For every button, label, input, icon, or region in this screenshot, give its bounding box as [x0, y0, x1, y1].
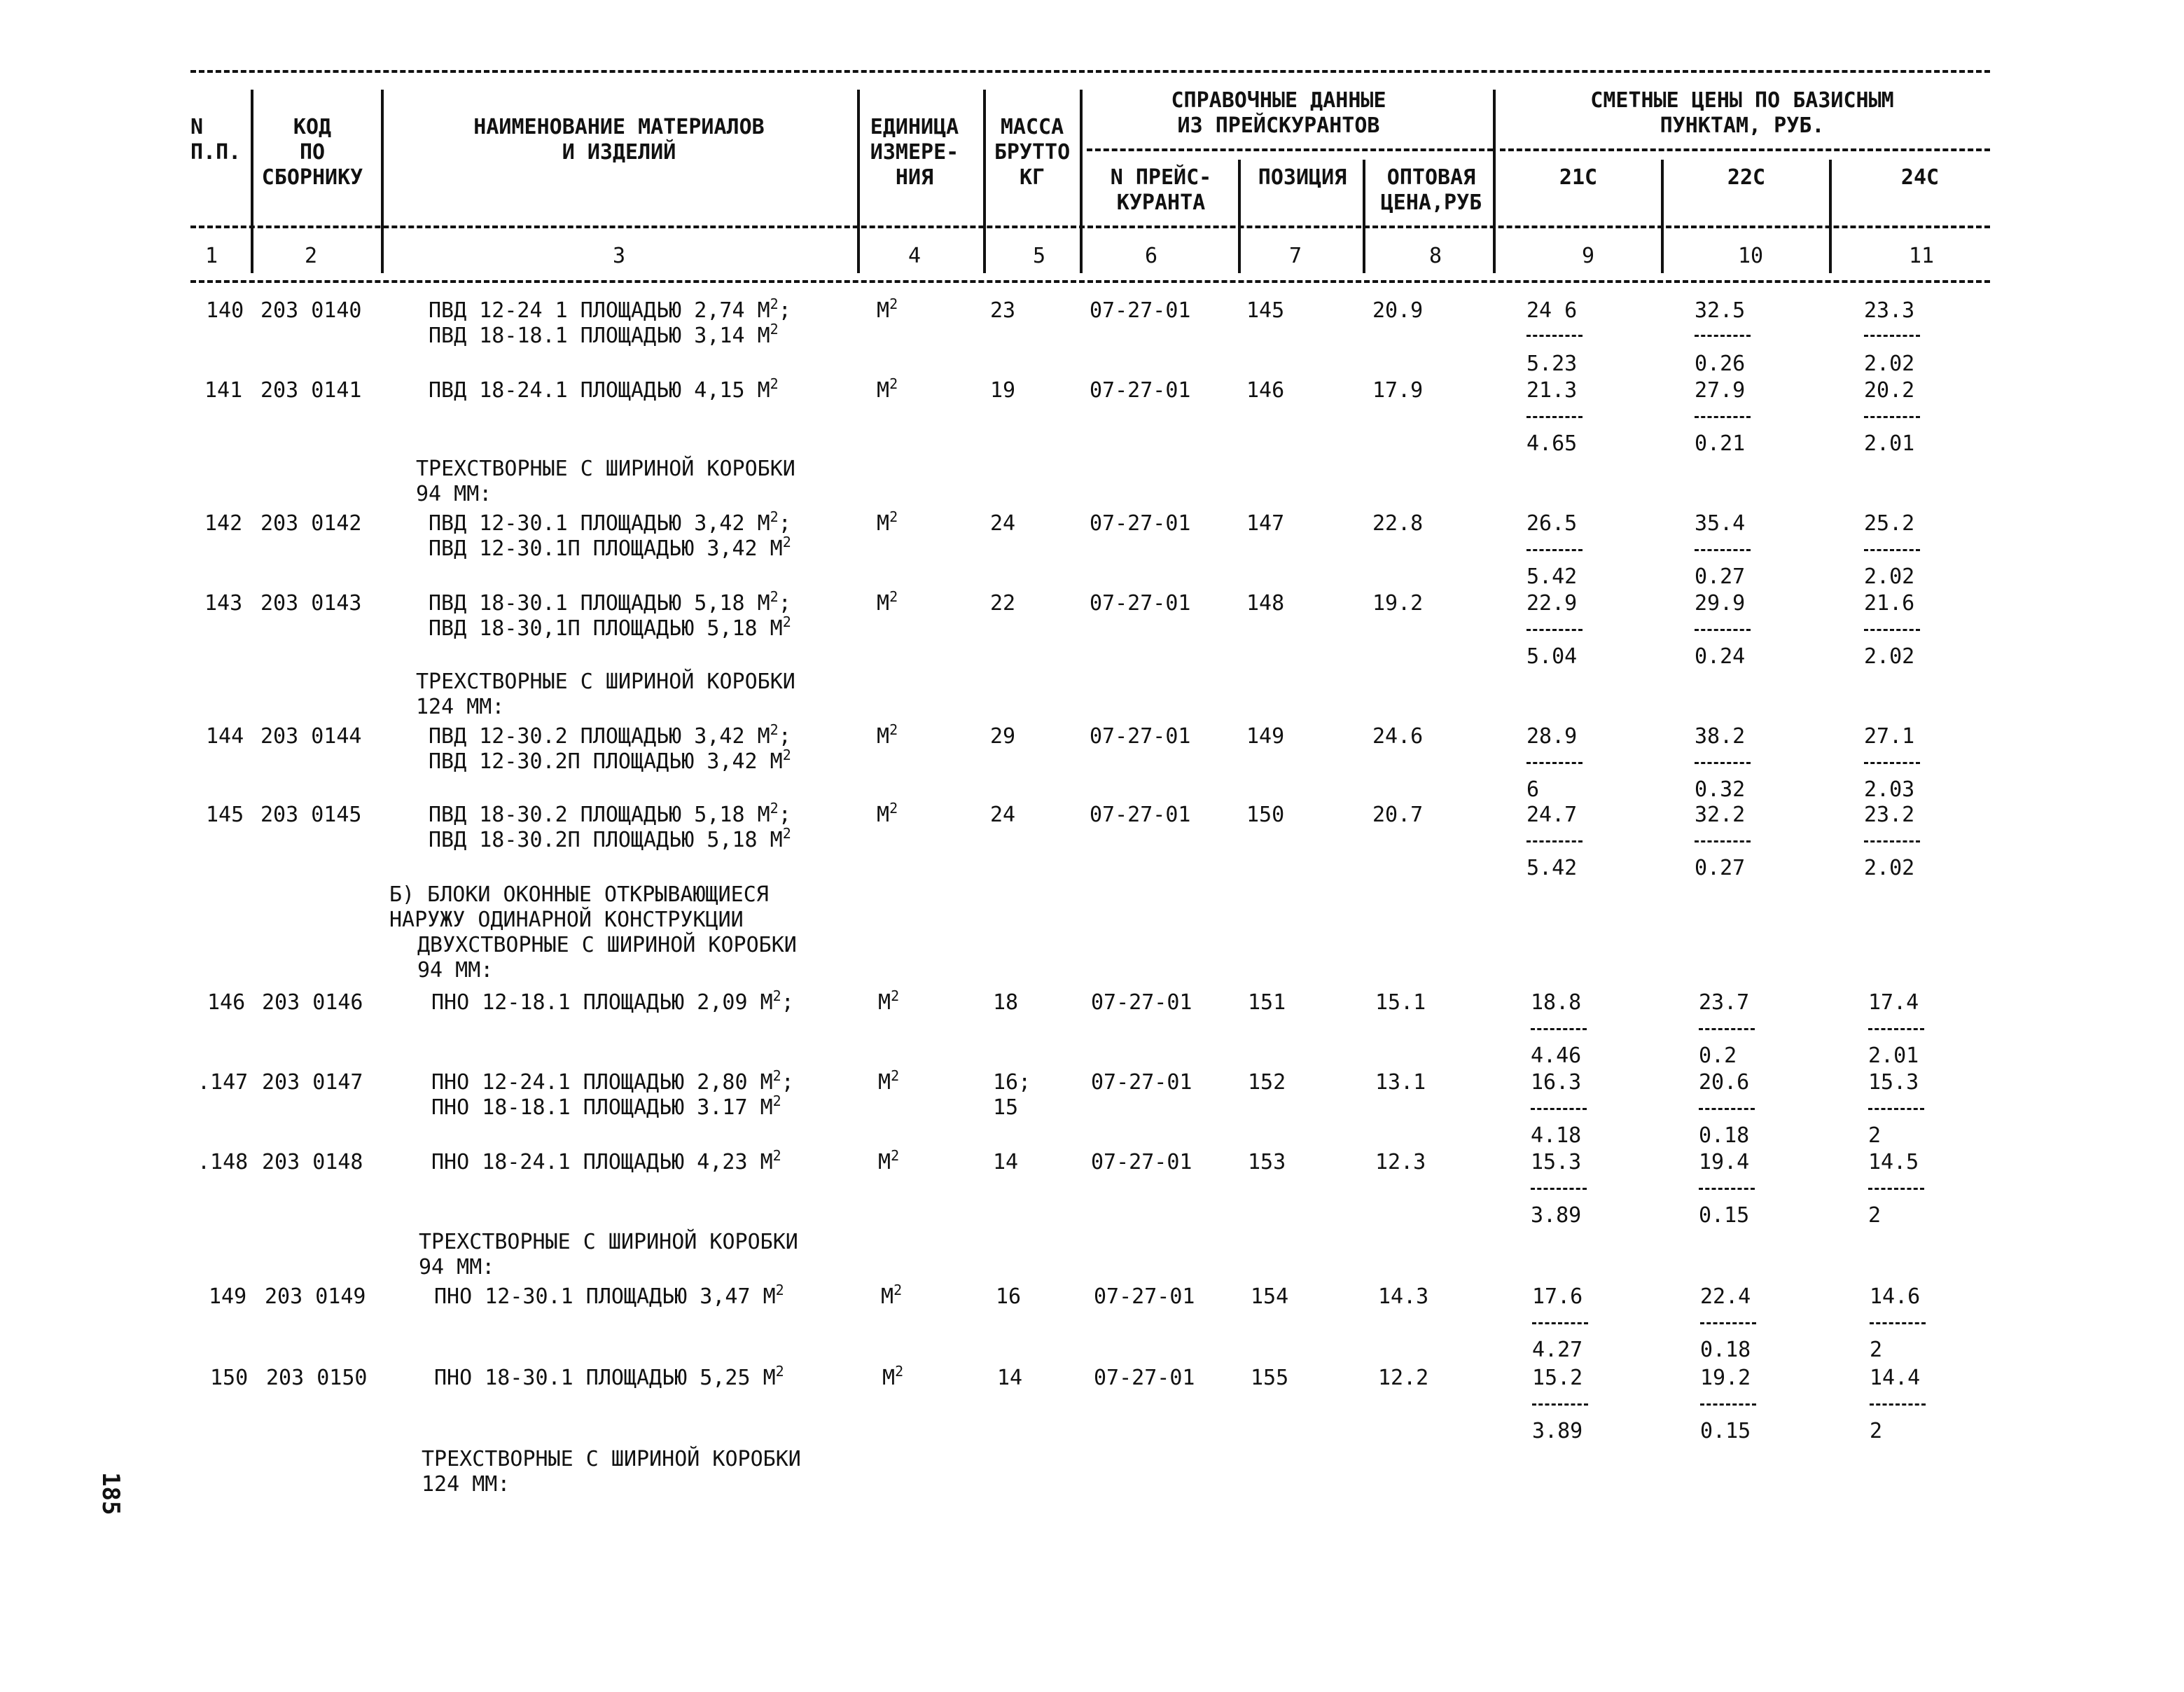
header-col5: МАССА БРУТТО КГ [994, 115, 1071, 190]
row-position: 153 [1248, 1150, 1286, 1174]
transport-21c: 6 [1526, 777, 1540, 802]
transport-21c: 5.42 [1526, 856, 1578, 880]
section-heading: ТРЕХСТВОРНЫЕ С ШИРИНОЙ КОРОБКИ 124 ММ: [416, 670, 795, 719]
fraction-line [1695, 335, 1751, 337]
row-pricelist: 07-27-01 [1094, 1284, 1195, 1309]
row-position: 145 [1246, 298, 1285, 323]
header-col11: 24С [1900, 165, 1940, 190]
transport-24c: 2.02 [1864, 564, 1915, 589]
row-number: 146 [207, 990, 246, 1015]
row-pricelist: 07-27-01 [1090, 511, 1191, 536]
row-unit: $М^2$ [877, 296, 898, 323]
transport-24c: 2 [1870, 1338, 1883, 1362]
transport-24c: 2.01 [1868, 1043, 1919, 1068]
transport-22c: 0.21 [1695, 431, 1746, 456]
row-code: 203 0147 [262, 1070, 363, 1095]
row-mass: 16; 15 [993, 1070, 1031, 1120]
fraction-line [1864, 629, 1920, 631]
fraction-line [1864, 840, 1920, 842]
fraction-line [1695, 549, 1751, 551]
price-22c: 19.2 [1700, 1366, 1751, 1390]
row-name: ПНО 12-30.1 ПЛОЩАДЬЮ 3,47 $М^2$ [434, 1282, 784, 1309]
transport-24c: 2.02 [1864, 352, 1915, 376]
col-sep-4 [983, 90, 986, 273]
fraction-line [1699, 1188, 1755, 1190]
transport-24c: 2.01 [1864, 431, 1915, 456]
row-unit: $М^2$ [877, 508, 898, 536]
row-mass: 23 [990, 298, 1016, 323]
price-24c: 27.1 [1864, 724, 1915, 749]
row-number: 150 [210, 1366, 249, 1390]
price-21c: 18.8 [1531, 990, 1582, 1015]
row-name: ПВД 12-24 1 ПЛОЩАДЬЮ 2,74 $М^2$; ПВД 18-18.1 ПЛОЩАДЬЮ 3,14 $М^2$ [429, 296, 791, 348]
transport-22c: 0.15 [1699, 1203, 1750, 1228]
col-sep-10 [1829, 160, 1832, 273]
price-22c: 32.2 [1695, 803, 1746, 827]
header-col2: КОД ПО СБОРНИКУ [261, 115, 363, 190]
fraction-line [1695, 840, 1751, 842]
row-unit: $М^2$ [881, 1282, 903, 1309]
fraction-line [1526, 840, 1583, 842]
fraction-line [1870, 1403, 1926, 1406]
fraction-line [1531, 1108, 1587, 1110]
row-code: 203 0148 [262, 1150, 363, 1174]
row-code: 203 0150 [266, 1366, 368, 1390]
row-mass: 14 [997, 1366, 1023, 1390]
col-sep-6 [1238, 160, 1241, 273]
row-wholesale-price: 17.9 [1372, 378, 1424, 403]
row-pricelist: 07-27-01 [1090, 803, 1191, 827]
price-22c: 22.4 [1700, 1284, 1751, 1309]
number-row-rule [190, 280, 1990, 283]
transport-21c: 4.65 [1526, 431, 1578, 456]
row-name: ПВД 18-24.1 ПЛОЩАДЬЮ 4,15 $М^2$ [429, 375, 779, 403]
row-wholesale-price: 20.9 [1372, 298, 1424, 323]
price-22c: 23.7 [1699, 990, 1750, 1015]
price-24c: 14.4 [1870, 1366, 1921, 1390]
col-sep-9 [1661, 160, 1664, 273]
row-name: ПНО 18-24.1 ПЛОЩАДЬЮ 4,23 $М^2$ [431, 1147, 781, 1174]
fraction-line [1526, 762, 1583, 764]
row-name: ПВД 12-30.1 ПЛОЩАДЬЮ 3,42 $М^2$; ПВД 12-30.1П ПЛОЩАДЬЮ 3,42 $М^2$ [429, 508, 791, 561]
fraction-line [1868, 1108, 1924, 1110]
row-wholesale-price: 19.2 [1372, 591, 1424, 616]
price-21c: 24.7 [1526, 803, 1578, 827]
row-number: 140 [206, 298, 244, 323]
row-unit: $М^2$ [877, 375, 898, 403]
transport-21c: 4.46 [1531, 1043, 1582, 1068]
fraction-line [1532, 1403, 1588, 1406]
col-sep-5 [1080, 90, 1083, 273]
transport-22c: 0.18 [1700, 1338, 1751, 1362]
row-pricelist: 07-27-01 [1091, 1070, 1192, 1095]
row-wholesale-price: 12.3 [1375, 1150, 1426, 1174]
transport-22c: 0.18 [1699, 1123, 1750, 1148]
price-21c: 16.3 [1531, 1070, 1582, 1095]
header-col1: N П.П. [190, 115, 242, 165]
row-code: 203 0149 [265, 1284, 366, 1309]
row-position: 152 [1248, 1070, 1286, 1095]
transport-22c: 0.24 [1695, 644, 1746, 669]
row-position: 150 [1246, 803, 1285, 827]
row-unit: $М^2$ [878, 987, 900, 1015]
row-number: 145 [206, 803, 244, 827]
price-24c: 21.6 [1864, 591, 1915, 616]
row-mass: 19 [990, 378, 1016, 403]
transport-21c: 5.23 [1526, 352, 1578, 376]
price-22c: 29.9 [1695, 591, 1746, 616]
col-sep-2 [381, 90, 384, 273]
header-col4: ЕДИНИЦА ИЗМЕРЕ- НИЯ [870, 115, 959, 190]
row-mass: 18 [993, 990, 1019, 1015]
fraction-line [1526, 416, 1583, 418]
colnum-9: 9 [1581, 244, 1595, 268]
fraction-line [1868, 1028, 1924, 1030]
header-top-rule [190, 70, 1990, 73]
fraction-line [1526, 549, 1583, 551]
colnum-2: 2 [304, 244, 318, 268]
price-21c: 28.9 [1526, 724, 1578, 749]
row-wholesale-price: 15.1 [1375, 990, 1426, 1015]
col-sep-8 [1493, 90, 1496, 273]
row-name: ПВД 18-30.1 ПЛОЩАДЬЮ 5,18 $М^2$; ПВД 18-30,1П ПЛОЩАДЬЮ 5,18 $М^2$ [429, 588, 791, 641]
header-col7: ПОЗИЦИЯ [1258, 165, 1347, 190]
row-position: 155 [1251, 1366, 1289, 1390]
transport-21c: 4.27 [1532, 1338, 1583, 1362]
row-code: 203 0144 [260, 724, 362, 749]
row-number: 141 [204, 378, 243, 403]
colnum-8: 8 [1428, 244, 1442, 268]
row-wholesale-price: 13.1 [1375, 1070, 1426, 1095]
price-22c: 27.9 [1695, 378, 1746, 403]
colnum-7: 7 [1288, 244, 1302, 268]
row-pricelist: 07-27-01 [1090, 378, 1191, 403]
colnum-5: 5 [1032, 244, 1046, 268]
row-pricelist: 07-27-01 [1094, 1366, 1195, 1390]
row-unit: $М^2$ [878, 1147, 900, 1174]
header-col3: НАИМЕНОВАНИЕ МАТЕРИАЛОВ И ИЗДЕЛИЙ [473, 115, 765, 165]
header-price-group: СМЕТНЫЕ ЦЕНЫ ПО БАЗИСНЫМ ПУНКТАМ, РУБ. [1590, 88, 1894, 138]
fraction-line [1864, 416, 1920, 418]
row-number: .147 [197, 1070, 249, 1095]
fraction-line [1700, 1403, 1756, 1406]
fraction-line [1699, 1108, 1755, 1110]
transport-24c: 2.03 [1864, 777, 1915, 802]
row-code: 203 0142 [260, 511, 362, 536]
col-sep-3 [857, 90, 860, 273]
transport-22c: 0.26 [1695, 352, 1746, 376]
fraction-line [1531, 1188, 1587, 1190]
row-position: 154 [1251, 1284, 1289, 1309]
transport-21c: 3.89 [1531, 1203, 1582, 1228]
fraction-line [1695, 762, 1751, 764]
col-sep-7 [1363, 160, 1365, 273]
row-name: ПНО 12-24.1 ПЛОЩАДЬЮ 2,80 $М^2$; ПНО 18-18.1 ПЛОЩАДЬЮ 3.17 $М^2$ [431, 1067, 794, 1120]
colnum-10: 10 [1737, 244, 1764, 268]
price-24c: 14.5 [1868, 1150, 1919, 1174]
row-mass: 29 [990, 724, 1016, 749]
row-mass: 24 [990, 511, 1016, 536]
price-24c: 25.2 [1864, 511, 1915, 536]
fraction-line [1526, 629, 1583, 631]
row-pricelist: 07-27-01 [1090, 591, 1191, 616]
fraction-line [1526, 335, 1583, 337]
transport-21c: 3.89 [1532, 1419, 1583, 1443]
row-mass: 16 [996, 1284, 1022, 1309]
price-22c: 32.5 [1695, 298, 1746, 323]
row-code: 203 0146 [262, 990, 363, 1015]
row-name: ПНО 12-18.1 ПЛОЩАДЬЮ 2,09 $М^2$; [431, 987, 794, 1015]
row-code: 203 0141 [260, 378, 362, 403]
price-21c: 22.9 [1526, 591, 1578, 616]
row-mass: 22 [990, 591, 1016, 616]
row-code: 203 0143 [260, 591, 362, 616]
row-code: 203 0140 [260, 298, 362, 323]
row-position: 151 [1248, 990, 1286, 1015]
row-wholesale-price: 24.6 [1372, 724, 1424, 749]
row-mass: 14 [993, 1150, 1019, 1174]
price-22c: 19.4 [1699, 1150, 1750, 1174]
page-number: 185 [97, 1472, 125, 1516]
row-number: .148 [197, 1150, 249, 1174]
row-wholesale-price: 14.3 [1378, 1284, 1429, 1309]
row-number: 149 [209, 1284, 247, 1309]
colnum-3: 3 [612, 244, 626, 268]
row-unit: $М^2$ [878, 1067, 900, 1095]
colnum-6: 6 [1144, 244, 1158, 268]
price-21c: 15.3 [1531, 1150, 1582, 1174]
header-col9: 21С [1559, 165, 1598, 190]
transport-22c: 0.27 [1695, 564, 1746, 589]
header-bottom-rule [190, 226, 1990, 228]
transport-24c: 2 [1868, 1203, 1882, 1228]
section-heading: ТРЕХСТВОРНЫЕ С ШИРИНОЙ КОРОБКИ 124 ММ: [422, 1447, 801, 1497]
col-sep-1 [251, 90, 253, 273]
row-position: 149 [1246, 724, 1285, 749]
price-24c: 14.6 [1870, 1284, 1921, 1309]
transport-22c: 0.32 [1695, 777, 1746, 802]
row-pricelist: 07-27-01 [1090, 724, 1191, 749]
fraction-line [1864, 335, 1920, 337]
fraction-line [1700, 1322, 1756, 1324]
row-pricelist: 07-27-01 [1091, 990, 1192, 1015]
section-heading: ТРЕХСТВОРНЫЕ С ШИРИНОЙ КОРОБКИ 94 ММ: [419, 1230, 798, 1280]
price-24c: 15.3 [1868, 1070, 1919, 1095]
transport-24c: 2 [1870, 1419, 1883, 1443]
section-heading: ТРЕХСТВОРНЫЕ С ШИРИНОЙ КОРОБКИ 94 ММ: [416, 457, 795, 506]
row-pricelist: 07-27-01 [1090, 298, 1191, 323]
row-number: 143 [204, 591, 243, 616]
price-22c: 38.2 [1695, 724, 1746, 749]
row-position: 147 [1246, 511, 1285, 536]
row-number: 144 [206, 724, 244, 749]
fraction-line [1532, 1322, 1588, 1324]
price-21c: 24 6 [1526, 298, 1578, 323]
price-22c: 35.4 [1695, 511, 1746, 536]
price-group-rule [1500, 148, 1990, 151]
row-pricelist: 07-27-01 [1091, 1150, 1192, 1174]
transport-21c: 4.18 [1531, 1123, 1582, 1148]
transport-22c: 0.2 [1699, 1043, 1737, 1068]
colnum-1: 1 [204, 244, 218, 268]
fraction-line [1699, 1028, 1755, 1030]
row-name: ПНО 18-30.1 ПЛОЩАДЬЮ 5,25 $М^2$ [434, 1363, 784, 1390]
row-number: 142 [204, 511, 243, 536]
transport-22c: 0.15 [1700, 1419, 1751, 1443]
row-position: 146 [1246, 378, 1285, 403]
row-name: ПВД 18-30.2 ПЛОЩАДЬЮ 5,18 $М^2$; ПВД 18-30.2П ПЛОЩАДЬЮ 5,18 $М^2$ [429, 800, 791, 852]
transport-24c: 2 [1868, 1123, 1882, 1148]
transport-21c: 5.42 [1526, 564, 1578, 589]
price-24c: 17.4 [1868, 990, 1919, 1015]
ref-group-rule [1087, 148, 1493, 151]
fraction-line [1695, 416, 1751, 418]
fraction-line [1864, 549, 1920, 551]
transport-24c: 2.02 [1864, 644, 1915, 669]
header-ref-group: СПРАВОЧНЫЕ ДАННЫЕ ИЗ ПРЕЙСКУРАНТОВ [1171, 88, 1386, 138]
transport-24c: 2.02 [1864, 856, 1915, 880]
price-24c: 23.3 [1864, 298, 1915, 323]
transport-22c: 0.27 [1695, 856, 1746, 880]
price-21c: 21.3 [1526, 378, 1578, 403]
section-heading: Б) БЛОКИ ОКОННЫЕ ОТКРЫВАЮЩИЕСЯ НАРУЖУ ОДИНАРНОЙ КОНСТРУКЦИИ ДВУХСТВОРНЫЕ С ШИРИНОЙ КОРОБКИ 94 ММ: [389, 882, 797, 983]
price-22c: 20.6 [1699, 1070, 1750, 1095]
price-21c: 15.2 [1532, 1366, 1583, 1390]
transport-21c: 5.04 [1526, 644, 1578, 669]
fraction-line [1870, 1322, 1926, 1324]
header-col8: ОПТОВАЯ ЦЕНА,РУБ [1380, 165, 1482, 215]
header-col6: N ПРЕЙС- КУРАНТА [1110, 165, 1212, 215]
row-mass: 24 [990, 803, 1016, 827]
row-wholesale-price: 20.7 [1372, 803, 1424, 827]
row-unit: $М^2$ [877, 721, 898, 749]
fraction-line [1531, 1028, 1587, 1030]
row-unit: $М^2$ [882, 1363, 904, 1390]
price-24c: 23.2 [1864, 803, 1915, 827]
fraction-line [1868, 1188, 1924, 1190]
colnum-11: 11 [1908, 244, 1935, 268]
price-21c: 26.5 [1526, 511, 1578, 536]
row-unit: $М^2$ [877, 588, 898, 616]
colnum-4: 4 [907, 244, 921, 268]
price-24c: 20.2 [1864, 378, 1915, 403]
row-name: ПВД 12-30.2 ПЛОЩАДЬЮ 3,42 $М^2$; ПВД 12-30.2П ПЛОЩАДЬЮ 3,42 $М^2$ [429, 721, 791, 774]
row-wholesale-price: 22.8 [1372, 511, 1424, 536]
fraction-line [1695, 629, 1751, 631]
header-col10: 22С [1727, 165, 1766, 190]
row-wholesale-price: 12.2 [1378, 1366, 1429, 1390]
price-21c: 17.6 [1532, 1284, 1583, 1309]
row-code: 203 0145 [260, 803, 362, 827]
fraction-line [1864, 762, 1920, 764]
row-position: 148 [1246, 591, 1285, 616]
row-unit: $М^2$ [877, 800, 898, 827]
